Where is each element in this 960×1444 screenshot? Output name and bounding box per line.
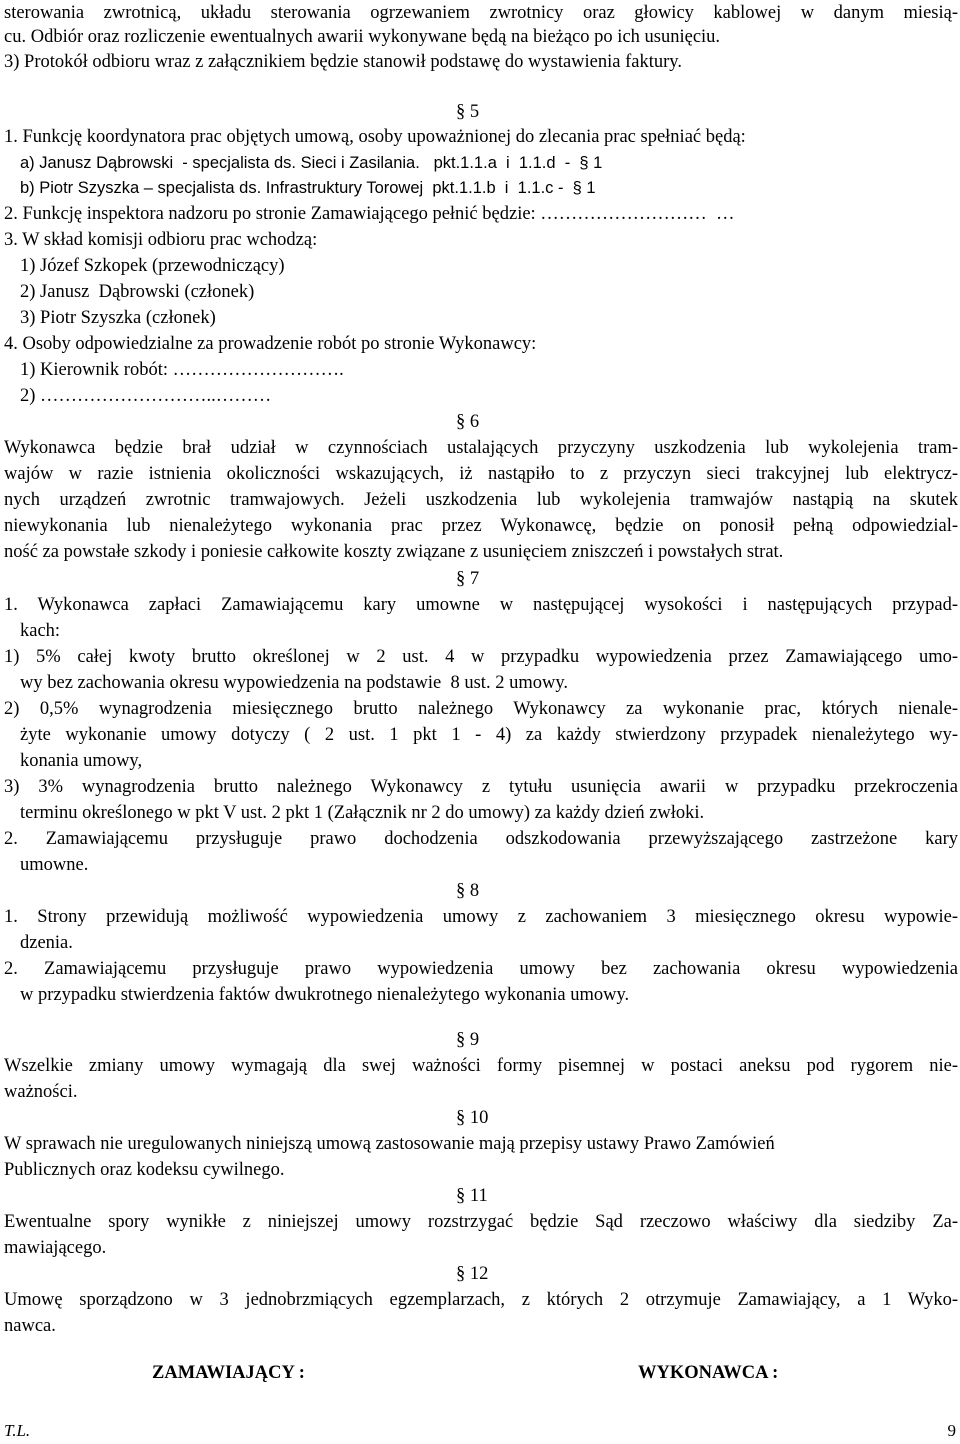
text-line: nych urządzeń zwrotnic tramwajowych. Jeżeli uszkodzenia lub wykolejenia tramwajów nastąpią na skutek <box>4 490 958 510</box>
text-line: 3. W skład komisji odbioru prac wchodzą: <box>4 230 318 250</box>
text-line: 4. Osoby odpowiedzialne za prowadzenie robót po stronie Wykonawcy: <box>4 334 537 354</box>
text-line: 3) Piotr Szyszka (członek) <box>20 308 216 328</box>
text-line: mawiającego. <box>4 1238 107 1258</box>
text-line: 1) Kierownik robót: ………………………. <box>20 360 344 380</box>
text-line: sterowania zwrotnicą, układu sterowania ogrzewaniem zwrotnicy oraz głowicy kablowej w danym miesią- <box>4 3 958 23</box>
text-line: ważności. <box>4 1082 78 1102</box>
text-line: Wszelkie zmiany umowy wymagają dla swej ważności formy pisemnej w postaci aneksu pod rygorem nie- <box>4 1056 958 1076</box>
text-line: 3) 3% wynagrodzenia brutto należnego Wykonawcy z tytułu usunięcia awarii w przypadku przekroczenia <box>4 777 958 797</box>
text-line: a) Janusz Dąbrowski - specjalista ds. Sieci i Zasilania. pkt.1.1.a i 1.1.d - § 1 <box>20 154 603 172</box>
text-line: 2. Zamawiającemu przysługuje prawo dochodzenia odszkodowania przewyższającego zastrzeżone kary <box>4 829 958 849</box>
text-line: dzenia. <box>20 933 73 953</box>
text-line: terminu określonego w pkt V ust. 2 pkt 1 (Załącznik nr 2 do umowy) za każdy dzień zwłoki. <box>20 803 705 823</box>
text-line: nawca. <box>4 1316 56 1336</box>
section-heading: § 7 <box>456 569 480 589</box>
text-line: 1) Józef Szkopek (przewodniczący) <box>20 256 285 276</box>
text-line: żyte wykonanie umowy dotyczy ( 2 ust. 1 pkt 1 - 4) za każdy stwierdzony przypadek nienależytego wy- <box>20 725 958 745</box>
footer-initials: T.L. <box>4 1421 31 1440</box>
text-line: 3) Protokół odbioru wraz z załącznikiem będzie stanowił podstawę do wystawienia faktury. <box>4 52 682 72</box>
text-line: 1. Wykonawca zapłaci Zamawiającemu kary umowne w następującej wysokości i następujących przypad- <box>4 595 958 615</box>
text-line: Wykonawca będzie brał udział w czynnościach ustalających przyczyny uszkodzenia lub wykolejenia tram- <box>4 438 958 458</box>
text-line: ność za powstałe szkody i poniesie całkowite koszty związane z usunięciem zniszczeń i powstałych strat. <box>4 542 784 562</box>
text-line: 2. Zamawiającemu przysługuje prawo wypowiedzenia umowy bez zachowania okresu wypowiedzenia <box>4 959 958 979</box>
text-line: b) Piotr Szyszka – specjalista ds. Infrastruktury Torowej pkt.1.1.b i 1.1.c - § 1 <box>20 179 596 197</box>
text-line: 1. Funkcję koordynatora prac objętych umową, osoby upoważnionej do zlecania prac spełniać będą: <box>4 127 746 147</box>
section-heading: § 11 <box>456 1186 488 1206</box>
section-heading: § 9 <box>456 1030 480 1050</box>
text-line: Umowę sporządzono w 3 jednobrzmiących egzemplarzach, z których 2 otrzymuje Zamawiający, a 1 Wyko- <box>4 1290 958 1310</box>
text-line: konania umowy, <box>20 751 143 771</box>
text-line: 2) ………………………..……… <box>20 386 272 406</box>
text-line: cu. Odbiór oraz rozliczenie ewentualnych awarii wykonywane będą na bieżąco po ich usunięciu. <box>4 27 721 47</box>
text-line: 2) 0,5% wynagrodzenia miesięcznego brutto należnego Wykonawcy za wykonanie prac, których nienale- <box>4 699 958 719</box>
section-heading: § 6 <box>456 412 480 432</box>
section-heading: § 8 <box>456 881 480 901</box>
section-heading: § 10 <box>456 1108 489 1128</box>
text-line: 2. Funkcję inspektora nadzoru po stronie Zamawiającego pełnić będzie: ……………………… … <box>4 204 735 224</box>
text-line: niewykonania lub nienależytego wykonania prac przez Wykonawcę, będzie on ponosił pełną odpowiedzial- <box>4 516 958 536</box>
section-heading: § 5 <box>456 102 480 122</box>
text-line: W sprawach nie uregulowanych niniejszą umową zastosowanie mają przepisy ustawy Prawo Zamówień <box>4 1134 775 1154</box>
signature-label-client: ZAMAWIAJĄCY : <box>152 1363 305 1383</box>
text-line: kach: <box>20 621 61 641</box>
text-line: w przypadku stwierdzenia faktów dwukrotnego nienależytego wykonania umowy. <box>20 985 630 1005</box>
text-line: wy bez zachowania okresu wypowiedzenia na podstawie 8 ust. 2 umowy. <box>20 673 568 693</box>
text-line: 1. Strony przewidują możliwość wypowiedzenia umowy z zachowaniem 3 miesięcznego okresu wypowie- <box>4 907 958 927</box>
page-number: 9 <box>947 1421 956 1440</box>
text-line: wajów w razie istnienia okoliczności wskazujących, iż nastąpiło to z przyczyn sieci trakcyjnej lub elektrycz- <box>4 464 958 484</box>
signature-label-contractor: WYKONAWCA : <box>638 1363 779 1383</box>
text-line: Ewentualne spory wynikłe z niniejszej umowy rozstrzygać będzie Sąd rzeczowo właściwy dla siedziby Za- <box>4 1212 958 1232</box>
text-line: umowne. <box>20 855 89 875</box>
text-line: 1) 5% całej kwoty brutto określonej w 2 ust. 4 w przypadku wypowiedzenia przez Zamawiającego umo- <box>4 647 958 667</box>
section-heading: § 12 <box>456 1264 489 1284</box>
text-line: Publicznych oraz kodeksu cywilnego. <box>4 1160 285 1180</box>
text-line: 2) Janusz Dąbrowski (członek) <box>20 282 255 302</box>
